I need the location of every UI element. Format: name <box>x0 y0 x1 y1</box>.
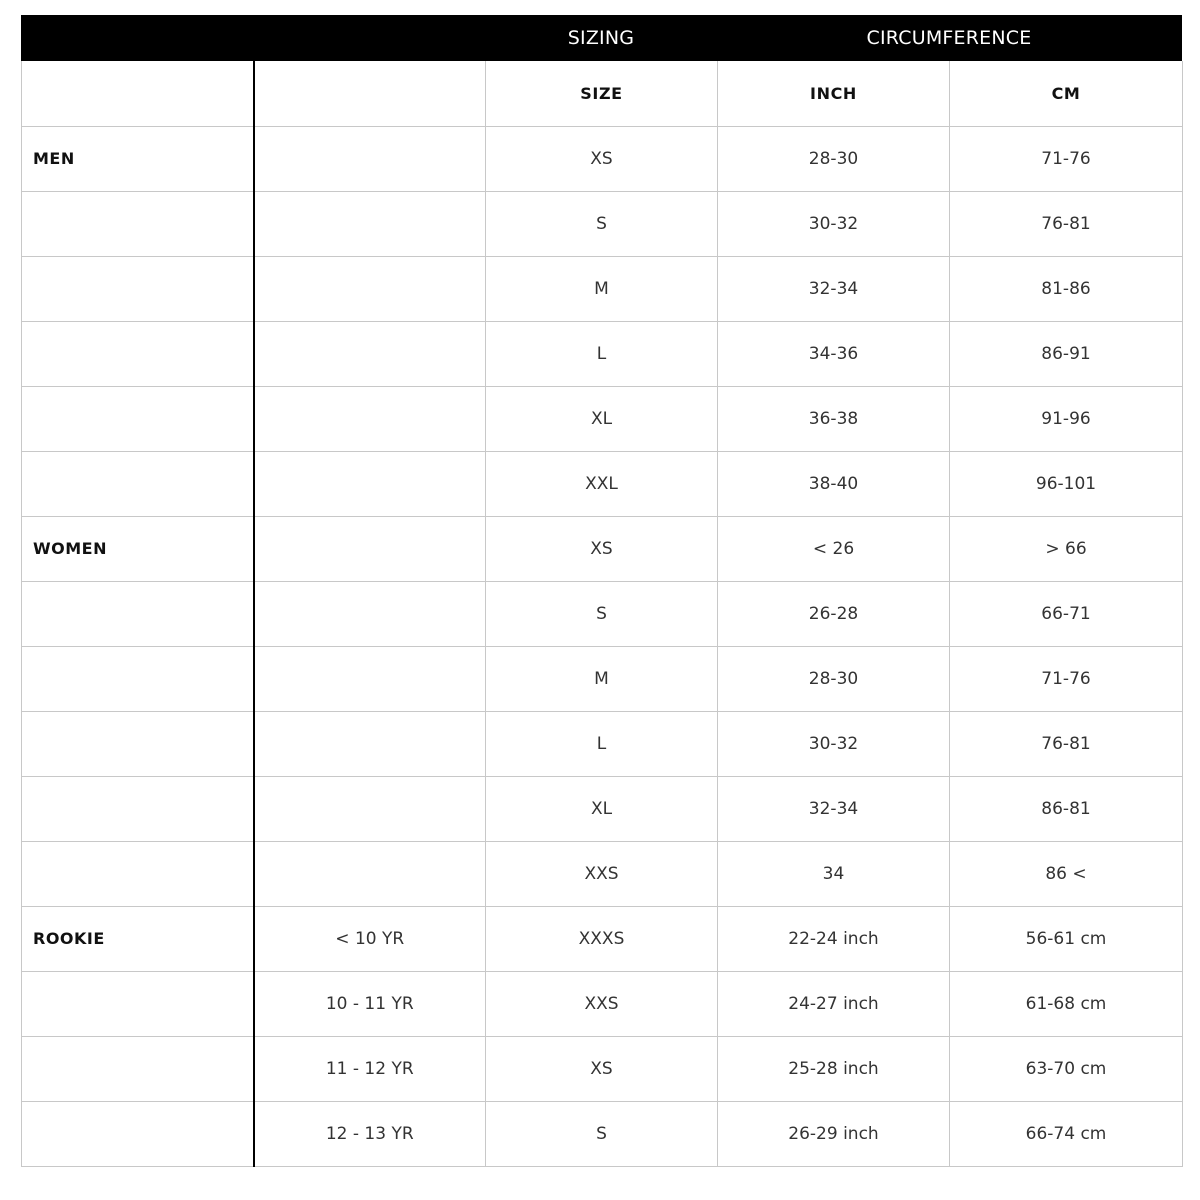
age-cell <box>254 776 486 841</box>
group-cell: MEN <box>22 126 254 191</box>
group-cell <box>22 1101 254 1166</box>
age-cell: 12 - 13 YR <box>254 1101 486 1166</box>
table-row <box>22 906 1183 971</box>
column-header-group <box>22 61 254 126</box>
group-cell <box>22 841 254 906</box>
age-cell <box>254 386 486 451</box>
cm-cell: 63-70 cm <box>950 1036 1183 1101</box>
sizing-heading: SIZING <box>567 27 635 49</box>
table-row <box>22 1101 1183 1166</box>
cm-cell: 66-71 <box>950 581 1183 646</box>
cm-cell: 81-86 <box>950 256 1183 321</box>
cm-cell: 96-101 <box>950 451 1183 516</box>
size-cell: S <box>486 581 718 646</box>
inch-cell: 25-28 inch <box>718 1036 950 1101</box>
group-cell: ROOKIE <box>22 906 254 971</box>
size-cell: XXS <box>486 841 718 906</box>
table-row <box>22 841 1183 906</box>
column-header-age <box>254 61 486 126</box>
inch-cell: 32-34 <box>718 776 950 841</box>
table-row <box>22 191 1183 256</box>
cm-cell: 61-68 cm <box>950 971 1183 1036</box>
age-cell <box>254 256 486 321</box>
table-row <box>22 1036 1183 1101</box>
age-cell <box>254 581 486 646</box>
size-cell: XS <box>486 516 718 581</box>
group-cell <box>22 386 254 451</box>
size-cell: M <box>486 256 718 321</box>
inch-cell: 38-40 <box>718 451 950 516</box>
size-cell: L <box>486 321 718 386</box>
group-cell <box>22 191 254 256</box>
inch-cell: 28-30 <box>718 646 950 711</box>
circumference-heading: CIRCUMFERENCE <box>866 27 1032 49</box>
table-body <box>22 61 1183 1166</box>
size-cell: XXXS <box>486 906 718 971</box>
group-cell <box>22 776 254 841</box>
inch-cell: 30-32 <box>718 711 950 776</box>
inch-cell: 32-34 <box>718 256 950 321</box>
age-cell <box>254 841 486 906</box>
column-header-cm: CM <box>950 61 1183 126</box>
age-cell: 10 - 11 YR <box>254 971 486 1036</box>
size-cell: XXL <box>486 451 718 516</box>
size-cell: S <box>486 191 718 256</box>
size-cell: M <box>486 646 718 711</box>
table-row <box>22 321 1183 386</box>
cm-cell: 86 < <box>950 841 1183 906</box>
cm-cell: 56-61 cm <box>950 906 1183 971</box>
table-row <box>22 451 1183 516</box>
age-cell <box>254 516 486 581</box>
column-header-inch: INCH <box>718 61 950 126</box>
table-row <box>22 126 1183 191</box>
inch-cell: 26-28 <box>718 581 950 646</box>
inch-cell: 28-30 <box>718 126 950 191</box>
group-cell <box>22 971 254 1036</box>
inch-cell: 22-24 inch <box>718 906 950 971</box>
group-cell <box>22 711 254 776</box>
column-header-size: SIZE <box>486 61 718 126</box>
table-row <box>22 516 1183 581</box>
size-cell: XXS <box>486 971 718 1036</box>
table-row <box>22 386 1183 451</box>
age-cell <box>254 711 486 776</box>
size-cell: S <box>486 1101 718 1166</box>
group-cell <box>22 451 254 516</box>
age-cell <box>254 646 486 711</box>
table-row <box>22 776 1183 841</box>
group-cell <box>22 646 254 711</box>
age-cell: 11 - 12 YR <box>254 1036 486 1101</box>
table-row <box>22 711 1183 776</box>
cm-cell: 91-96 <box>950 386 1183 451</box>
group-cell <box>22 1036 254 1101</box>
size-cell: XL <box>486 776 718 841</box>
age-cell <box>254 126 486 191</box>
cm-cell: > 66 <box>950 516 1183 581</box>
size-table <box>21 61 1183 1167</box>
group-cell <box>22 256 254 321</box>
cm-cell: 71-76 <box>950 126 1183 191</box>
table-row <box>22 256 1183 321</box>
age-cell <box>254 191 486 256</box>
column-header-row <box>22 61 1183 126</box>
age-cell <box>254 321 486 386</box>
inch-cell: 26-29 inch <box>718 1101 950 1166</box>
cm-cell: 86-91 <box>950 321 1183 386</box>
size-chart <box>21 15 1182 1167</box>
group-cell <box>22 321 254 386</box>
inch-cell: 34 <box>718 841 950 906</box>
size-cell: XS <box>486 1036 718 1101</box>
inch-cell: < 26 <box>718 516 950 581</box>
cm-cell: 86-81 <box>950 776 1183 841</box>
group-cell: WOMEN <box>22 516 254 581</box>
inch-cell: 36-38 <box>718 386 950 451</box>
table-row <box>22 581 1183 646</box>
header-bar <box>21 15 1182 61</box>
age-cell <box>254 451 486 516</box>
table-row <box>22 971 1183 1036</box>
inch-cell: 34-36 <box>718 321 950 386</box>
group-cell <box>22 581 254 646</box>
size-cell: XL <box>486 386 718 451</box>
cm-cell: 66-74 cm <box>950 1101 1183 1166</box>
cm-cell: 76-81 <box>950 191 1183 256</box>
size-cell: L <box>486 711 718 776</box>
age-cell: < 10 YR <box>254 906 486 971</box>
inch-cell: 30-32 <box>718 191 950 256</box>
cm-cell: 71-76 <box>950 646 1183 711</box>
cm-cell: 76-81 <box>950 711 1183 776</box>
size-cell: XS <box>486 126 718 191</box>
inch-cell: 24-27 inch <box>718 971 950 1036</box>
table-row <box>22 646 1183 711</box>
